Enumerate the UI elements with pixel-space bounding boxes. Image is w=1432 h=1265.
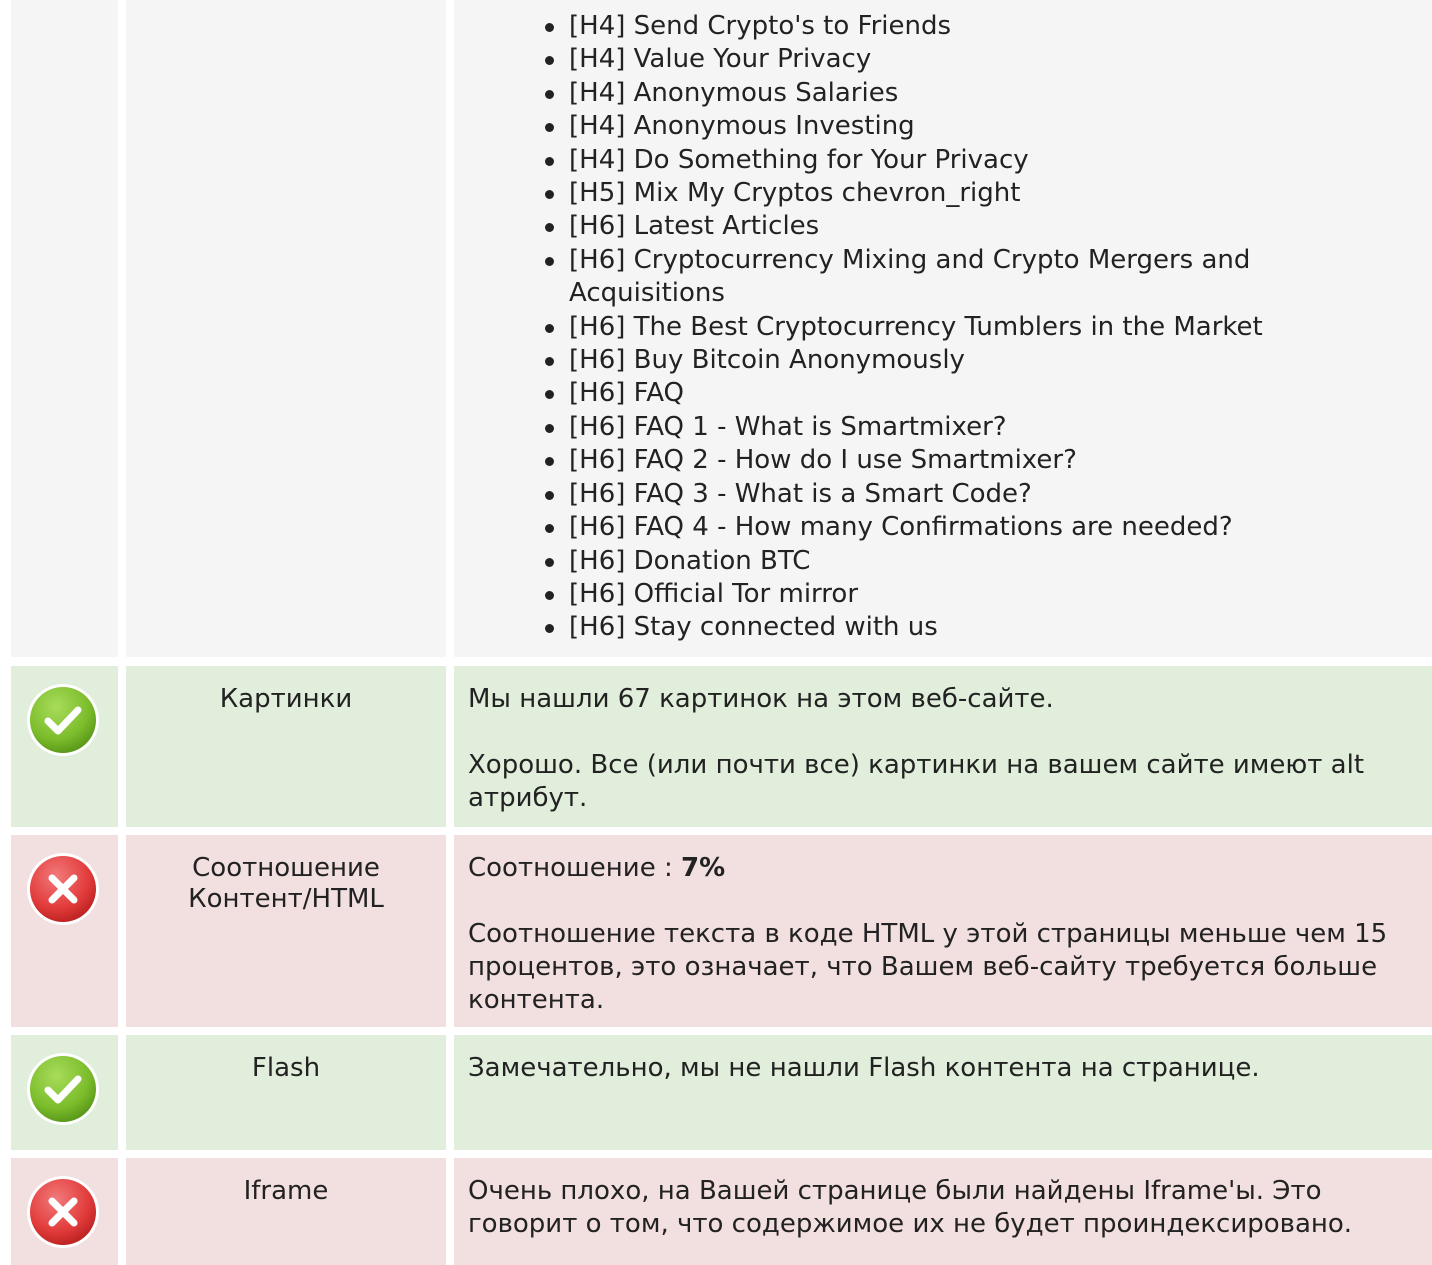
ratio-check-row bbox=[0, 835, 1432, 1027]
heading-item: [H4] Do Something for Your Privacy bbox=[540, 144, 1320, 177]
heading-item: [H6] FAQ 4 - How many Confirmations are needed? bbox=[540, 511, 1320, 544]
heading-item: [H6] Cryptocurrency Mixing and Crypto Mergers and Acquisitions bbox=[540, 244, 1320, 311]
ratio-label: Соотношение Контент/HTML bbox=[126, 835, 446, 1027]
check-icon bbox=[26, 1052, 100, 1126]
heading-item: [H4] Send Crypto's to Friends bbox=[540, 10, 1320, 43]
check-icon bbox=[26, 683, 100, 757]
headings-icon-cell bbox=[11, 0, 118, 657]
ratio-value-line bbox=[468, 852, 1418, 885]
heading-item: [H6] Stay connected with us bbox=[540, 611, 1320, 644]
images-status-cell bbox=[11, 666, 118, 827]
heading-item: [H6] FAQ 3 - What is a Smart Code? bbox=[540, 478, 1320, 511]
images-content bbox=[454, 666, 1432, 827]
headings-label-cell bbox=[126, 0, 446, 657]
flash-content bbox=[454, 1035, 1432, 1150]
heading-item: [H6] Donation BTC bbox=[540, 545, 1320, 578]
heading-item: [H4] Anonymous Salaries bbox=[540, 77, 1320, 110]
heading-item: [H6] Official Tor mirror bbox=[540, 578, 1320, 611]
heading-item: [H4] Anonymous Investing bbox=[540, 110, 1320, 143]
flash-result-text: Замечательно, мы не нашли Flash контента на странице. bbox=[468, 1053, 1260, 1083]
heading-item: [H6] FAQ bbox=[540, 377, 1320, 410]
cross-icon bbox=[26, 852, 100, 926]
heading-item: [H6] The Best Cryptocurrency Tumblers in the Market bbox=[540, 311, 1320, 344]
flash-label: Flash bbox=[126, 1035, 446, 1150]
iframe-result-text: Очень плохо, на Вашей странице были найдены Iframe'ы. Это говорит о том, что содержимое их не будет проиндексировано. bbox=[468, 1176, 1353, 1239]
iframe-content bbox=[454, 1158, 1432, 1265]
cross-icon bbox=[26, 1175, 100, 1249]
heading-list bbox=[540, 10, 1320, 645]
heading-item: [H5] Mix My Cryptos chevron_right bbox=[540, 177, 1320, 210]
flash-status-cell bbox=[11, 1035, 118, 1150]
images-count-text: Мы нашли 67 картинок на этом веб-сайте. bbox=[468, 684, 1054, 714]
images-alt-text: Хорошо. Все (или почти все) картинки на вашем сайте имеют alt атрибут. bbox=[468, 750, 1365, 813]
heading-item: [H6] FAQ 1 - What is Smartmixer? bbox=[540, 411, 1320, 444]
heading-item: [H6] Buy Bitcoin Anonymously bbox=[540, 344, 1320, 377]
ratio-content bbox=[454, 835, 1432, 1027]
ratio-prefix: Соотношение : bbox=[468, 853, 681, 883]
ratio-value: 7% bbox=[681, 853, 726, 883]
heading-item: [H6] Latest Articles bbox=[540, 210, 1320, 243]
heading-item: [H4] Value Your Privacy bbox=[540, 43, 1320, 76]
images-check-row bbox=[0, 666, 1432, 827]
images-label: Картинки bbox=[126, 666, 446, 827]
iframe-check-row bbox=[0, 1158, 1432, 1265]
ratio-status-cell bbox=[11, 835, 118, 1027]
heading-item: [H6] FAQ 2 - How do I use Smartmixer? bbox=[540, 444, 1320, 477]
ratio-advice-text: Соотношение текста в коде HTML у этой страницы меньше чем 15 процентов, это означает, что Вашем веб-сайту требуется больше контента. bbox=[468, 919, 1388, 1015]
iframe-label: Iframe bbox=[126, 1158, 446, 1265]
iframe-status-cell bbox=[11, 1158, 118, 1265]
flash-check-row bbox=[0, 1035, 1432, 1150]
